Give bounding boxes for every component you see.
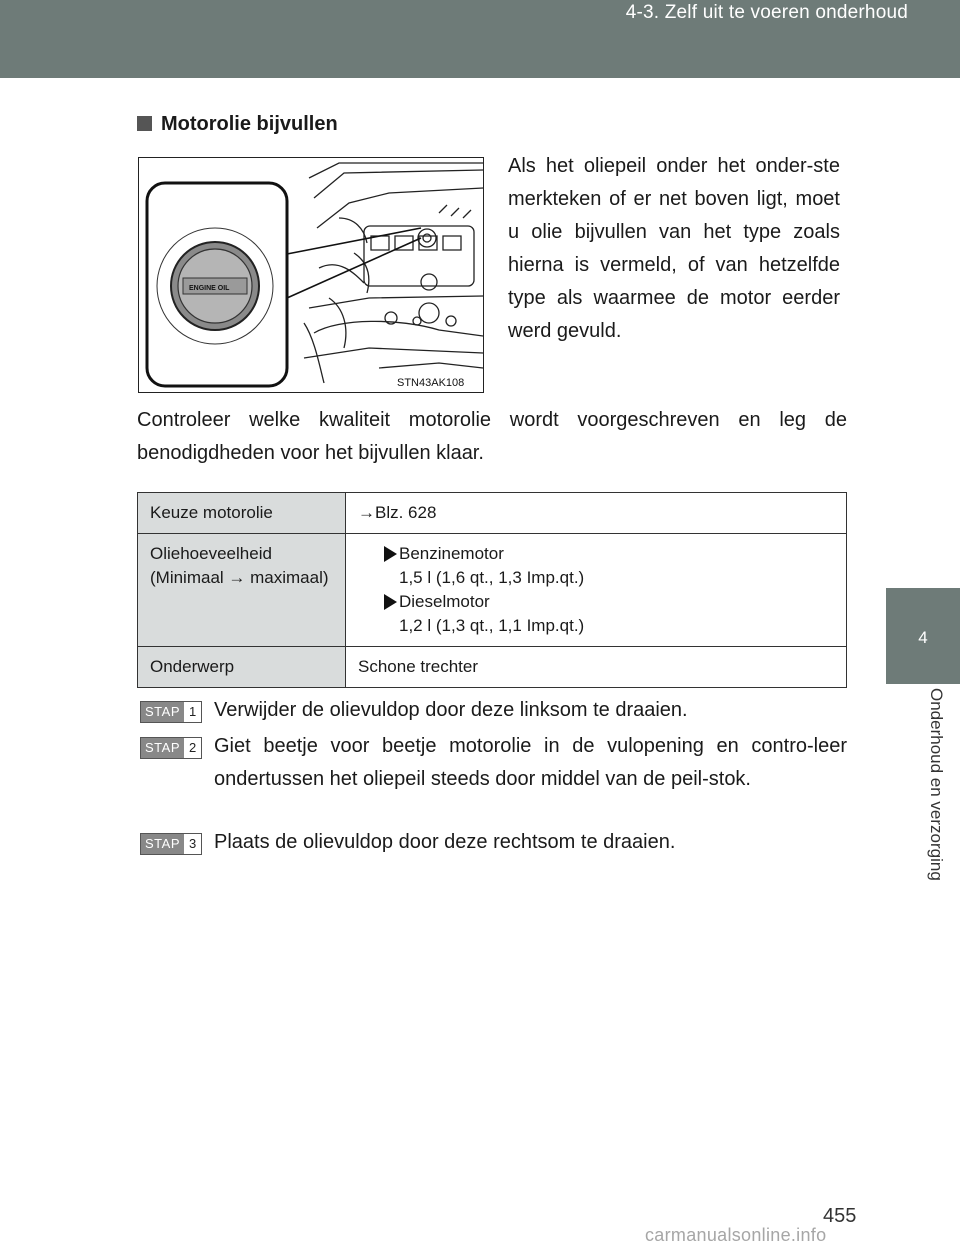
step-badge-number: 1 <box>184 702 201 722</box>
header-bar <box>0 0 960 78</box>
square-bullet-icon <box>137 116 152 131</box>
page-number: 455 <box>823 1205 857 1227</box>
chapter-side-label: Onderhoud en verzorging <box>927 688 946 881</box>
watermark: carmanualsonline.info <box>645 1225 827 1245</box>
table-row <box>138 534 847 647</box>
triangle-bullet-icon <box>384 546 397 562</box>
table-key-subject: Onderwerp <box>138 647 346 688</box>
step-text: Giet beetje voor beetje motorolie in de vulopening en contro-leer ondertussen het oliepeil steeds door middel van de peil-stok. <box>214 735 847 790</box>
option-name: Dieselmotor <box>399 592 490 611</box>
step-text: Plaats de olievuldop door deze rechtsom te draaien. <box>214 831 676 853</box>
engine-bay-illustration <box>139 158 483 392</box>
step-badge <box>140 833 202 855</box>
step-badge-number: 3 <box>184 834 201 854</box>
step-1 <box>140 694 847 727</box>
section-heading <box>137 113 338 136</box>
chapter-title: 4-3. Zelf uit te voeren onderhoud <box>625 2 908 23</box>
oil-spec-table <box>137 492 847 688</box>
step-3 <box>140 826 847 859</box>
intro-paragraph: Als het oliepeil onder het onder-ste merkteken of er net boven ligt, moet u olie bijvullen van het type zoals hierna is vermeld, of van hetzelfde type als waarmee de motor eerder werd gevuld. <box>508 155 840 342</box>
step-badge-word: STAP <box>141 738 184 758</box>
chapter-number: 4 <box>918 628 928 647</box>
table-value-oil-choice: →Blz. 628 <box>346 493 847 534</box>
table-value-oil-quantity <box>346 534 847 647</box>
step-badge <box>140 701 202 723</box>
engine-oil-cap-figure <box>138 157 484 393</box>
step-badge-word: STAP <box>141 702 184 722</box>
triangle-bullet-icon <box>384 594 397 610</box>
step-badge <box>140 737 202 759</box>
body-paragraph: Controleer welke kwaliteit motorolie wordt voorgeschreven en leg de benodigdheden voor het bijvullen klaar. <box>137 409 847 464</box>
table-row <box>138 647 847 688</box>
step-2 <box>140 730 847 796</box>
step-badge-number: 2 <box>184 738 201 758</box>
step-text: Verwijder de olievuldop door deze linksom te draaien. <box>214 699 688 721</box>
step-badge-word: STAP <box>141 834 184 854</box>
chapter-tab <box>886 588 960 684</box>
section-heading-text: Motorolie bijvullen <box>161 113 338 135</box>
figure-code: STN43AK108 <box>397 377 465 389</box>
oil-cap-logo-text: ENGINE OIL <box>189 285 230 292</box>
table-value-subject: Schone trechter <box>346 647 847 688</box>
table-key-oil-quantity: Oliehoeveelheid (Minimaal → maximaal) <box>138 534 346 647</box>
option-quantity: 1,5 l (1,6 qt., 1,3 Imp.qt.) <box>399 568 585 587</box>
option-petrol <box>384 542 834 590</box>
option-quantity: 1,2 l (1,3 qt., 1,1 Imp.qt.) <box>399 616 585 635</box>
table-row <box>138 493 847 534</box>
option-diesel <box>384 590 834 638</box>
option-name: Benzinemotor <box>399 544 504 563</box>
table-key-oil-choice: Keuze motorolie <box>138 493 346 534</box>
